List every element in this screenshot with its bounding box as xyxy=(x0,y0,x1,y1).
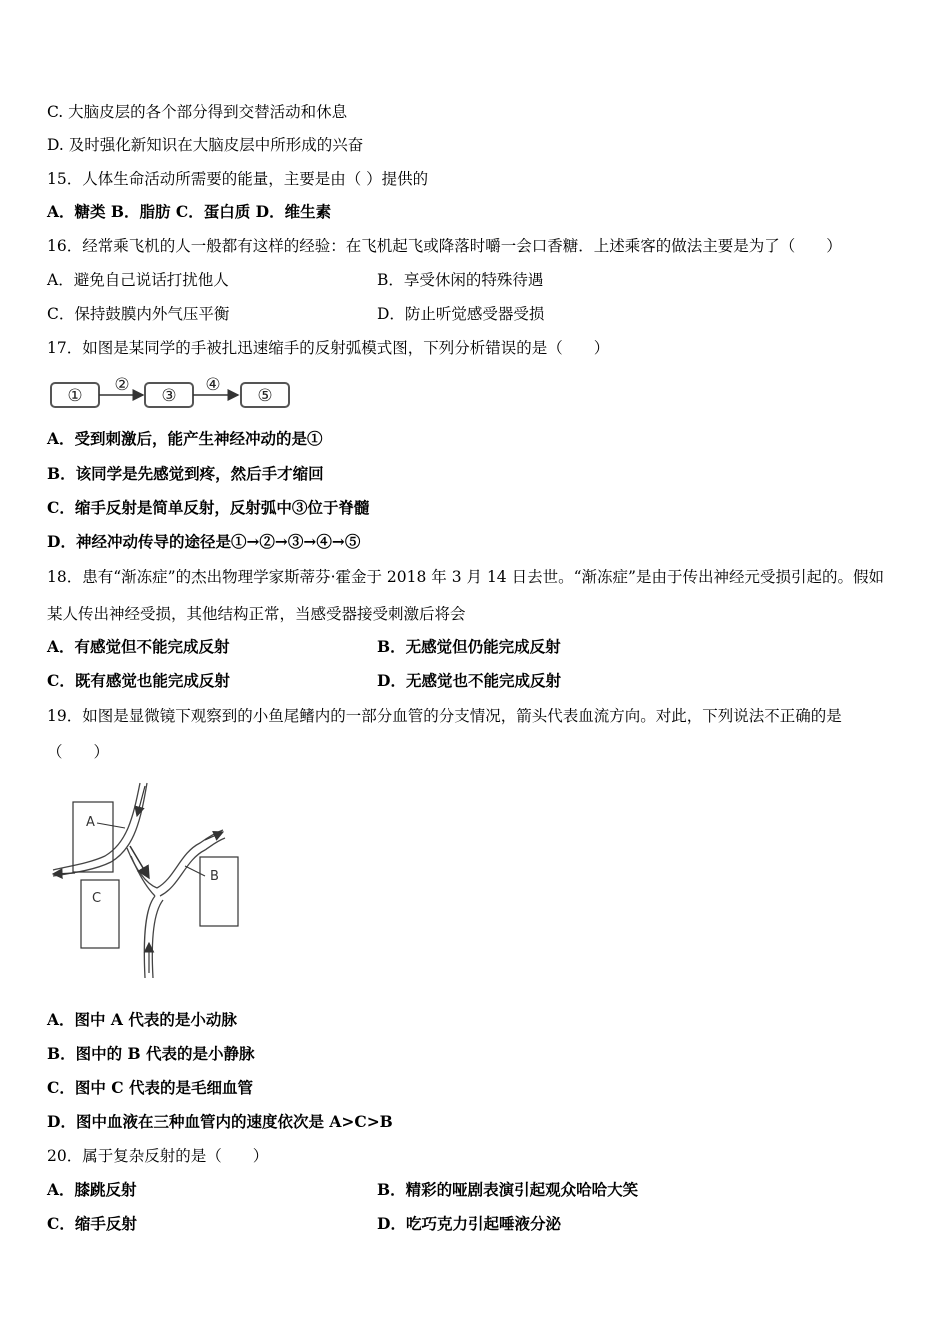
arrow-left xyxy=(53,873,75,874)
blood-vessel-figure xyxy=(45,778,250,988)
q19-stem-line2: （ ） xyxy=(47,743,110,761)
q20-option-a: A．膝跳反射 xyxy=(47,1180,137,1199)
q18-option-b: B．无感觉但仍能完成反射 xyxy=(377,637,561,656)
node-1-label: ① xyxy=(67,386,83,406)
q19-stem-line1: 19．如图是显微镜下观察到的小鱼尾鳍内的一部分血管的分支情况，箭头代表血流方向。对此，下列说法不正确的是 xyxy=(47,707,842,725)
q16-option-c: C．保持鼓膜内外气压平衡 xyxy=(47,305,230,323)
q16-option-d: D．防止听觉感受器受损 xyxy=(377,305,545,323)
q20-stem: 20．属于复杂反射的是（ ） xyxy=(47,1147,269,1165)
q20-option-b: B．精彩的哑剧表演引起观众哈哈大笑 xyxy=(377,1180,639,1199)
q18-option-d: D．无感觉也不能完成反射 xyxy=(377,671,561,690)
q17-option-a: A．受到刺激后，能产生神经冲动的是① xyxy=(47,429,323,448)
q17-stem: 17．如图是某同学的手被扎迅速缩手的反射弧模式图，下列分析错误的是（ ） xyxy=(47,339,610,357)
leader-a xyxy=(97,823,125,828)
q18-stem-line1: 18．患有“渐冻症”的杰出物理学家斯蒂芬·霍金于 2018 年 3 月 14 日去世。“渐冻症”是由于传出神经元受损引起的。假如 xyxy=(47,568,884,586)
q19-option-b: B．图中的 B 代表的是小静脉 xyxy=(47,1044,255,1063)
option-d-text: D. 及时强化新知识在大脑皮层中所形成的兴奋 xyxy=(47,136,364,154)
node-2-label: ② xyxy=(114,375,130,395)
q18-stem-line2: 某人传出神经受损，其他结构正常，当感受器接受刺激后将会 xyxy=(47,605,466,623)
label-c: C xyxy=(92,891,102,906)
node-4-label: ④ xyxy=(205,375,221,395)
vessel-middle-a xyxy=(127,848,157,888)
q17-option-c: C．缩手反射是简单反射，反射弧中③位于脊髓 xyxy=(47,498,370,517)
leader-b xyxy=(185,866,205,876)
q18-option-a: A．有感觉但不能完成反射 xyxy=(47,637,230,656)
label-box-b xyxy=(200,857,238,926)
reflex-arc-diagram xyxy=(45,372,295,414)
q20-option-d: D．吃巧克力引起唾液分泌 xyxy=(377,1214,561,1233)
label-a: A xyxy=(86,815,95,830)
node-5-label: ⑤ xyxy=(257,386,273,406)
label-box-a xyxy=(73,802,113,872)
q16-option-a: A．避免自己说话打扰他人 xyxy=(47,271,229,289)
q17-option-d: D．神经冲动传导的途径是①→②→③→④→⑤ xyxy=(47,532,361,551)
vessel-upper-left-a xyxy=(53,783,140,870)
q16-stem: 16．经常乘飞机的人一般都有这样的经验：在飞机起飞或降落时嚼一会口香糖．上述乘客的做法主要是为了（ ） xyxy=(47,237,842,255)
vessel-lower-b xyxy=(152,900,163,978)
node-3-label: ③ xyxy=(161,386,177,406)
arrow-right xyxy=(205,832,223,840)
option-c-text: C. 大脑皮层的各个部分得到交替活动和休息 xyxy=(47,103,348,121)
q15-options: A．糖类 B．脂肪 C．蛋白质 D．维生素 xyxy=(47,202,332,221)
q15-stem: 15．人体生命活动所需要的能量，主要是由（ ）提供的 xyxy=(47,170,429,188)
vessel-right-b xyxy=(160,838,225,896)
q18-option-c: C．既有感觉也能完成反射 xyxy=(47,671,230,690)
q20-option-c: C．缩手反射 xyxy=(47,1214,137,1233)
q19-option-a: A．图中 A 代表的是小动脉 xyxy=(47,1010,237,1029)
q19-option-c: C．图中 C 代表的是毛细血管 xyxy=(47,1078,253,1097)
label-b: B xyxy=(210,869,219,884)
q16-option-b: B．享受休闲的特殊待遇 xyxy=(377,271,544,289)
q17-option-b: B．该同学是先感觉到疼，然后手才缩回 xyxy=(47,464,324,483)
q19-option-d: D．图中血液在三种血管内的速度依次是 A>C>B xyxy=(47,1112,393,1131)
